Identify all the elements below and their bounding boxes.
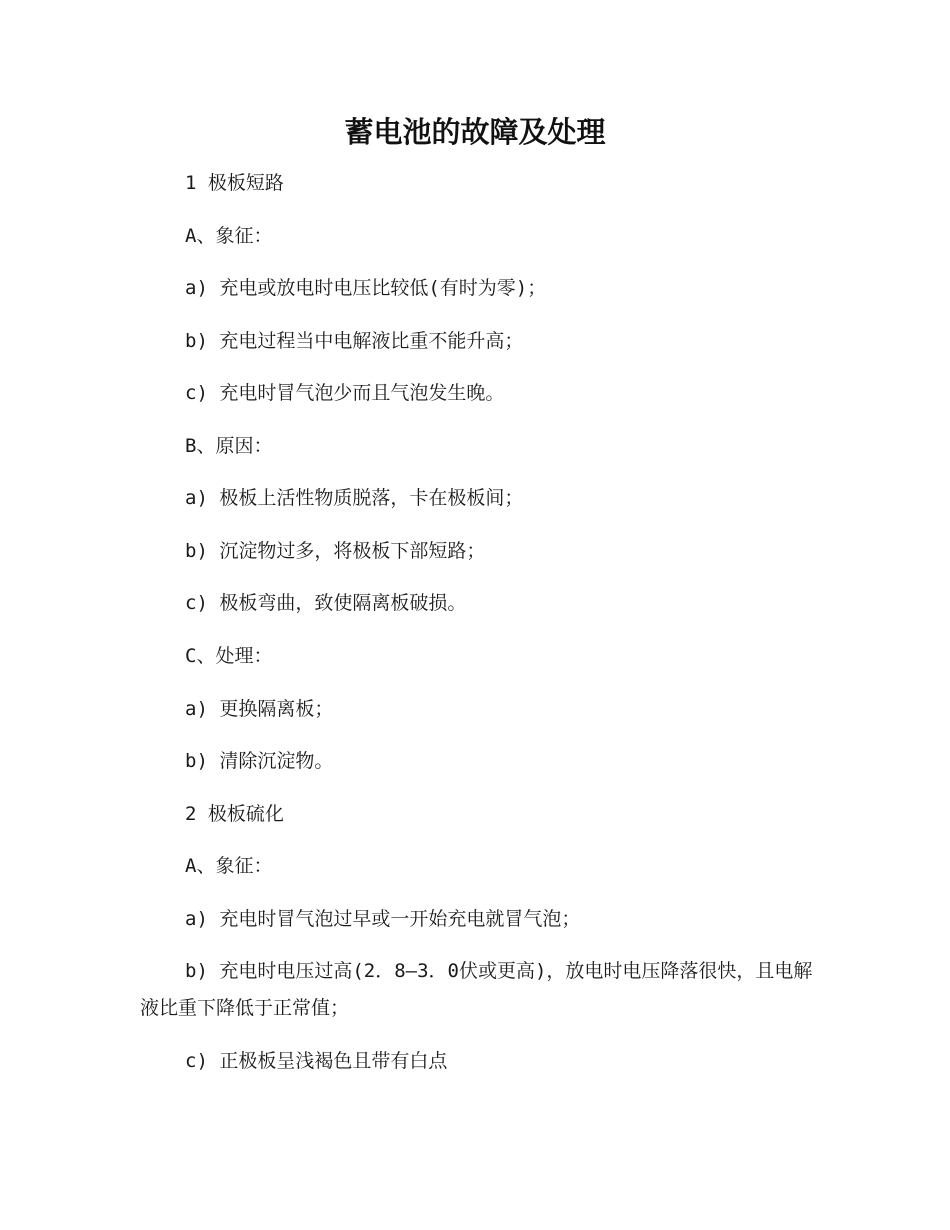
- paragraph-item: b) 沉淀物过多，将极板下部短路；: [185, 540, 486, 562]
- paragraph-item: c) 极板弯曲，致使隔离板破损。: [185, 592, 467, 614]
- paragraph-item: c) 充电时冒气泡少而且气泡发生晚。: [185, 382, 505, 404]
- paragraph-item: b) 充电过程当中电解液比重不能升高；: [185, 330, 524, 352]
- document-title: 蓄电池的故障及处理: [344, 115, 606, 149]
- subheading-symptoms: A、象征：: [185, 855, 273, 877]
- paragraph-item: a) 极板上活性物质脱落，卡在极板间；: [185, 487, 524, 509]
- subheading-treatment: C、处理：: [185, 645, 273, 667]
- paragraph-item: b) 清除沉淀物。: [185, 750, 334, 772]
- paragraph-item: a) 更换隔离板；: [185, 698, 334, 720]
- paragraph-item: c) 正极板呈浅褐色且带有白点: [185, 1050, 448, 1072]
- subheading-symptoms: A、象征：: [185, 225, 273, 247]
- subheading-causes: B、原因：: [185, 435, 273, 457]
- paragraph-item: a) 充电或放电时电压比较低(有时为零)；: [185, 277, 547, 299]
- section-heading-sulfation: 2 极板硫化: [185, 803, 284, 825]
- paragraph-item-wrapped: b) 充电时电压过高(2．8—3．0伏或更高)，放电时电压降落很快，且电解液比重下降低于正常值；: [140, 960, 813, 1019]
- section-heading-short-circuit: 1 极板短路: [185, 172, 284, 194]
- paragraph-item: a) 充电时冒气泡过早或一开始充电就冒气泡；: [185, 908, 581, 930]
